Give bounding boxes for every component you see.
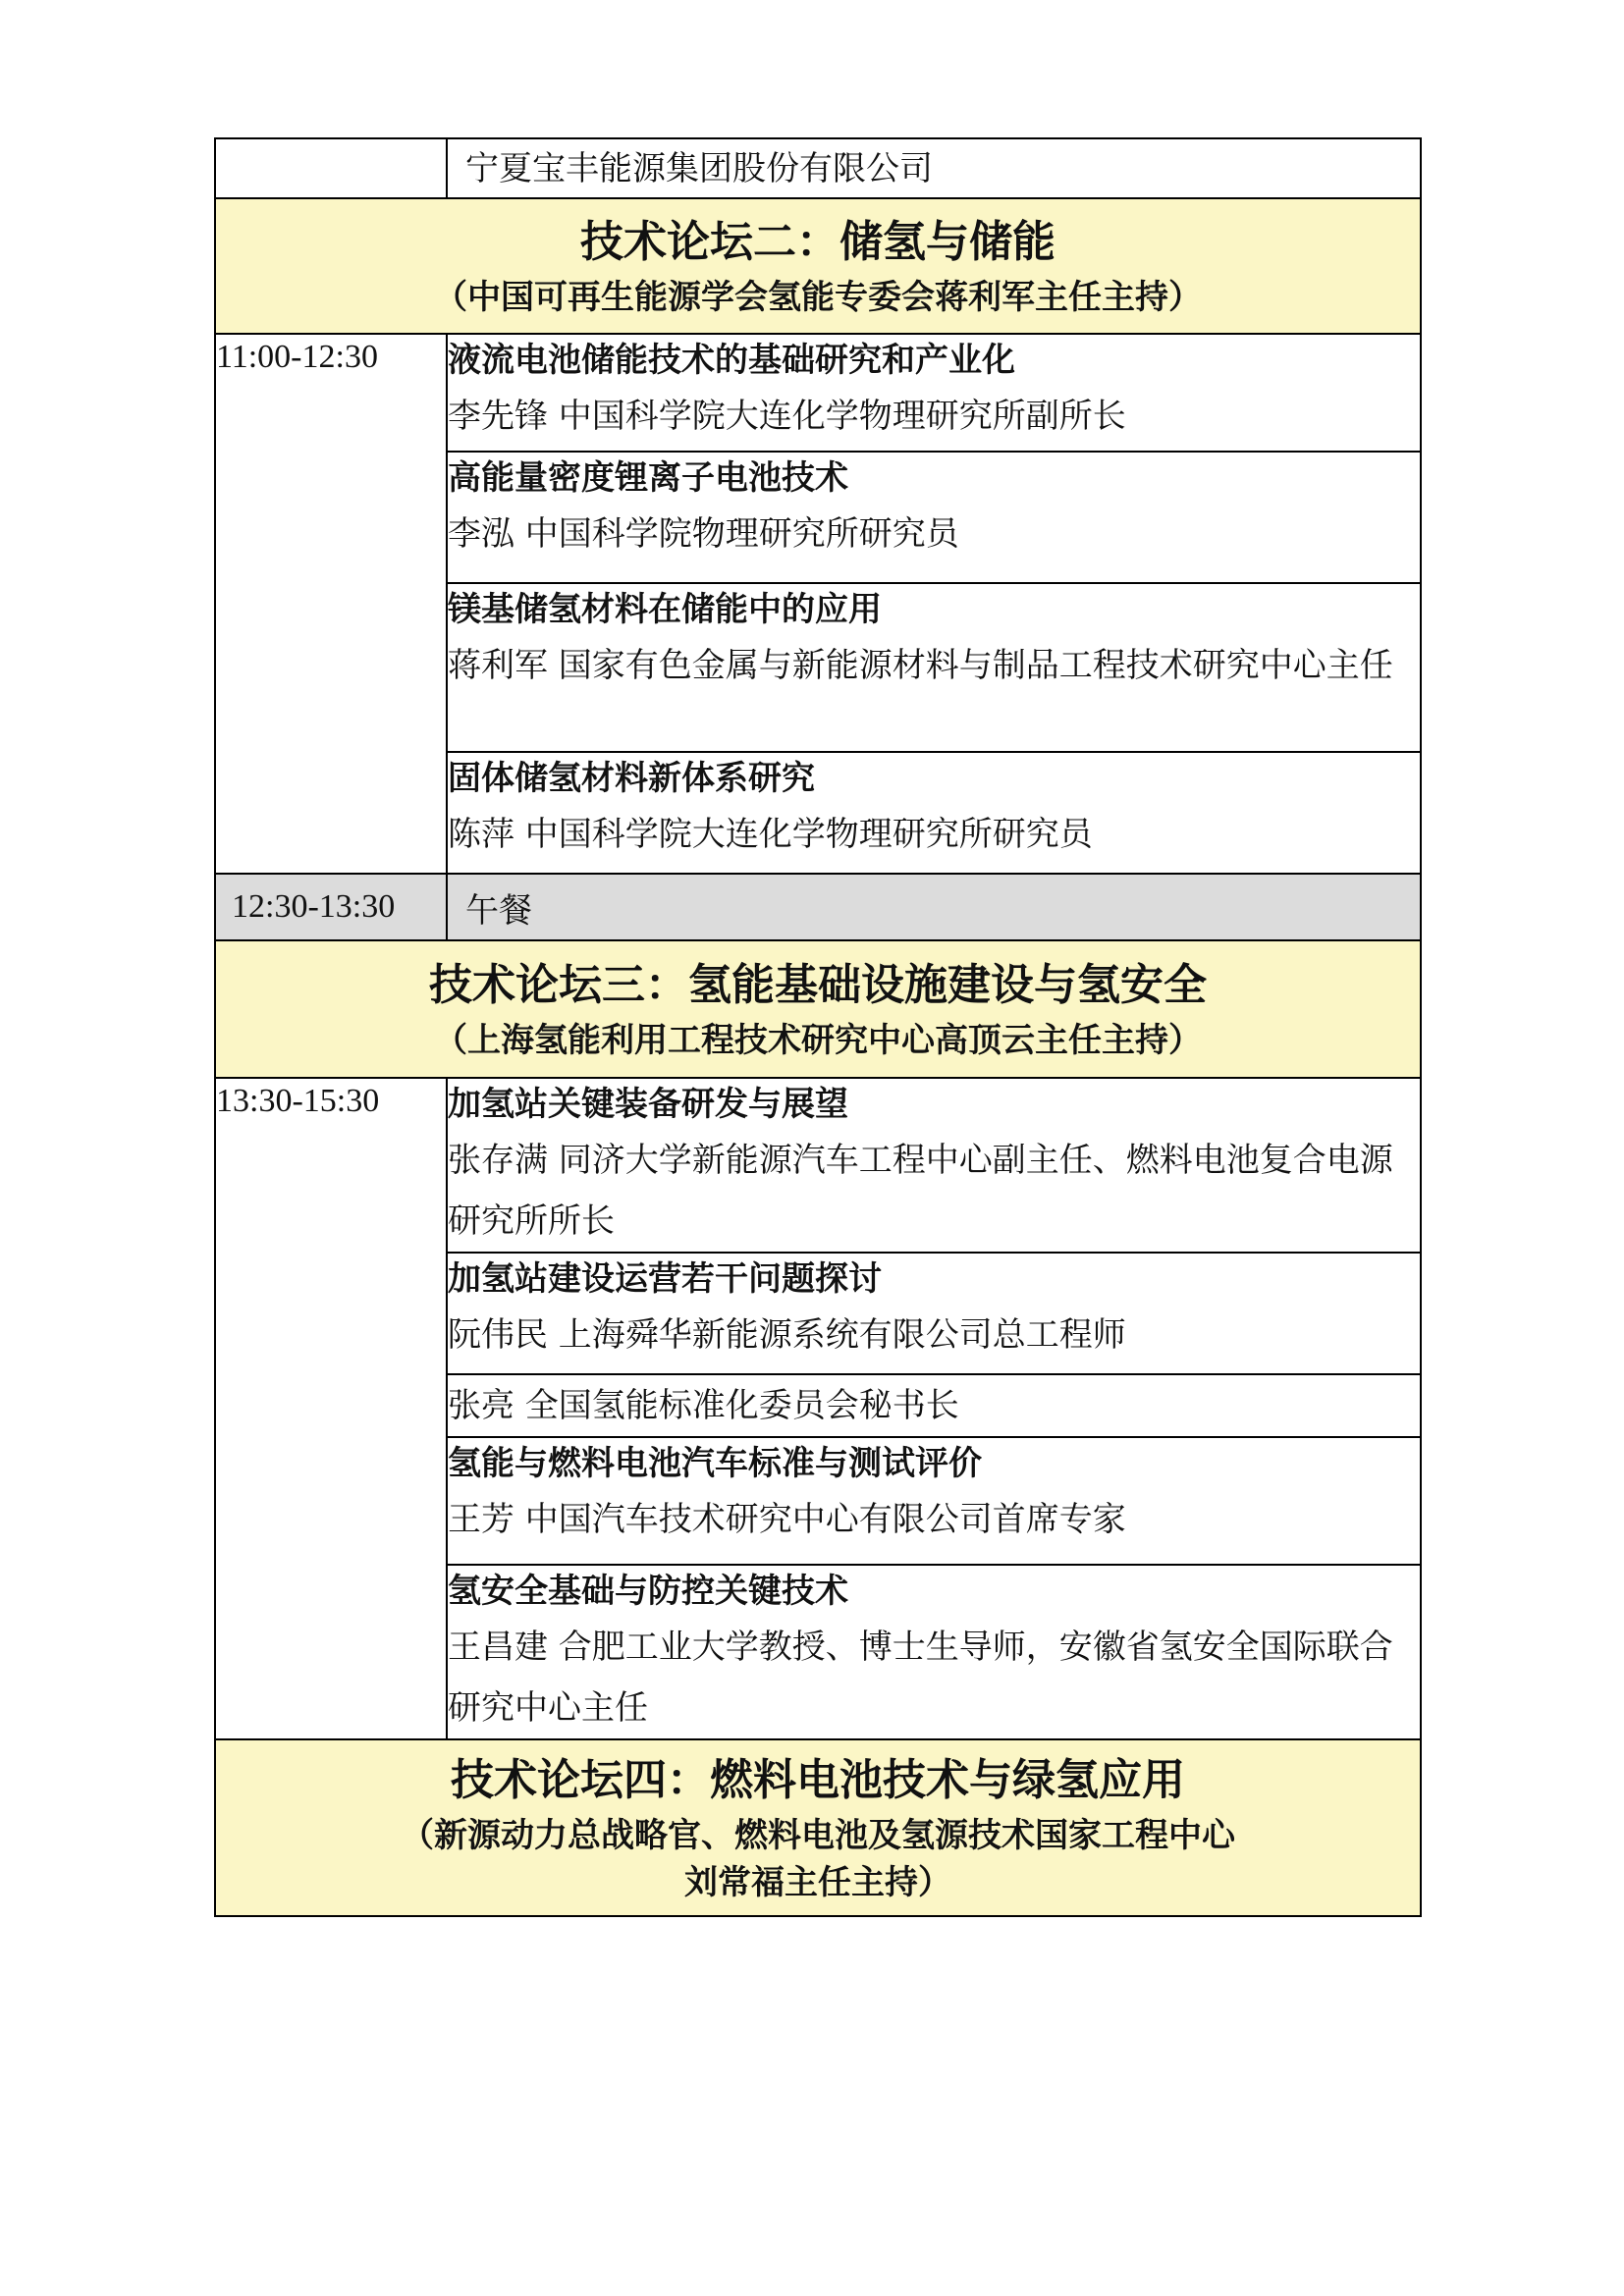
agenda-table [214, 137, 1422, 1917]
forum4-header [215, 1739, 1421, 1916]
talk-cell [447, 1078, 1421, 1253]
forum3-title: 技术论坛三：氢能基础设施建设与氢安全 [429, 960, 1207, 1010]
forum2-title: 技术论坛二：储氢与储能 [580, 217, 1056, 267]
org-name: 宁夏宝丰能源集团股份有限公司 [465, 149, 933, 188]
talk-title: 加氢站建设运营若干问题探讨 [448, 1259, 882, 1299]
forum2-talk-row [215, 334, 1421, 452]
forum2-header [215, 198, 1421, 334]
talk-cell [447, 334, 1421, 452]
talk-speaker: 王昌建 合肥工业大学教授、博士生导师，安徽省氢安全国际联合研究中心主任 [448, 1628, 1393, 1728]
forum4-title: 技术论坛四：燃料电池技术与绿氢应用 [451, 1755, 1185, 1805]
talk-cell [447, 1437, 1421, 1565]
lunch-time: 12:30-13:30 [215, 874, 447, 940]
talk-speaker: 李先锋 中国科学院大连化学物理研究所副所长 [448, 397, 1126, 436]
talk-speaker: 李泓 中国科学院物理研究所研究员 [448, 514, 959, 554]
forum2-time: 11:00-12:30 [215, 334, 447, 874]
talk-cell [447, 1374, 1421, 1437]
forum3-talk-row [215, 1078, 1421, 1253]
talk-cell [447, 583, 1421, 752]
forum3-time: 13:30-15:30 [215, 1078, 447, 1739]
talk-title: 镁基储氢材料在储能中的应用 [448, 590, 882, 629]
talk-cell [447, 452, 1421, 583]
talk-speaker: 张存满 同济大学新能源汽车工程中心副主任、燃料电池复合电源研究所所长 [448, 1141, 1393, 1241]
talk-title: 加氢站关键装备研发与展望 [448, 1085, 848, 1124]
forum4-subtitle-line1: （新源动力总战略官、燃料电池及氢源技术国家工程中心 [401, 1816, 1235, 1855]
forum4-subtitle-line2: 刘常福主任主持） [684, 1863, 951, 1902]
talk-title: 液流电池储能技术的基础研究和产业化 [448, 341, 1015, 380]
talk-cell [447, 1253, 1421, 1374]
lunch-row [215, 874, 1421, 940]
lunch-cell [447, 874, 1421, 940]
talk-cell [447, 752, 1421, 874]
forum2-subtitle: （中国可再生能源学会氢能专委会蒋利军主任主持） [434, 278, 1202, 317]
forum3-subtitle: （上海氢能利用工程技术研究中心高顶云主任主持） [434, 1021, 1202, 1060]
talk-speaker: 陈萍 中国科学院大连化学物理研究所研究员 [448, 815, 1093, 854]
talk-cell [447, 1565, 1421, 1739]
lunch-label: 午餐 [465, 890, 532, 931]
forum3-header [215, 940, 1421, 1078]
talk-speaker: 蒋利军 国家有色金属与新能源材料与制品工程技术研究中心主任 [448, 646, 1393, 685]
org-cell [447, 138, 1421, 198]
talk-title: 固体储氢材料新体系研究 [448, 759, 815, 798]
talk-speaker: 阮伟民 上海舜华新能源系统有限公司总工程师 [448, 1315, 1126, 1355]
talk-title: 高能量密度锂离子电池技术 [448, 458, 848, 498]
talk-speaker: 王芳 中国汽车技术研究中心有限公司首席专家 [448, 1500, 1126, 1539]
empty-time-cell [215, 138, 447, 198]
talk-title: 氢安全基础与防控关键技术 [448, 1572, 848, 1611]
talk-speaker: 张亮 全国氢能标准化委员会秘书长 [448, 1386, 959, 1425]
talk-title: 氢能与燃料电池汽车标准与测试评价 [448, 1444, 982, 1483]
org-row [215, 138, 1421, 198]
